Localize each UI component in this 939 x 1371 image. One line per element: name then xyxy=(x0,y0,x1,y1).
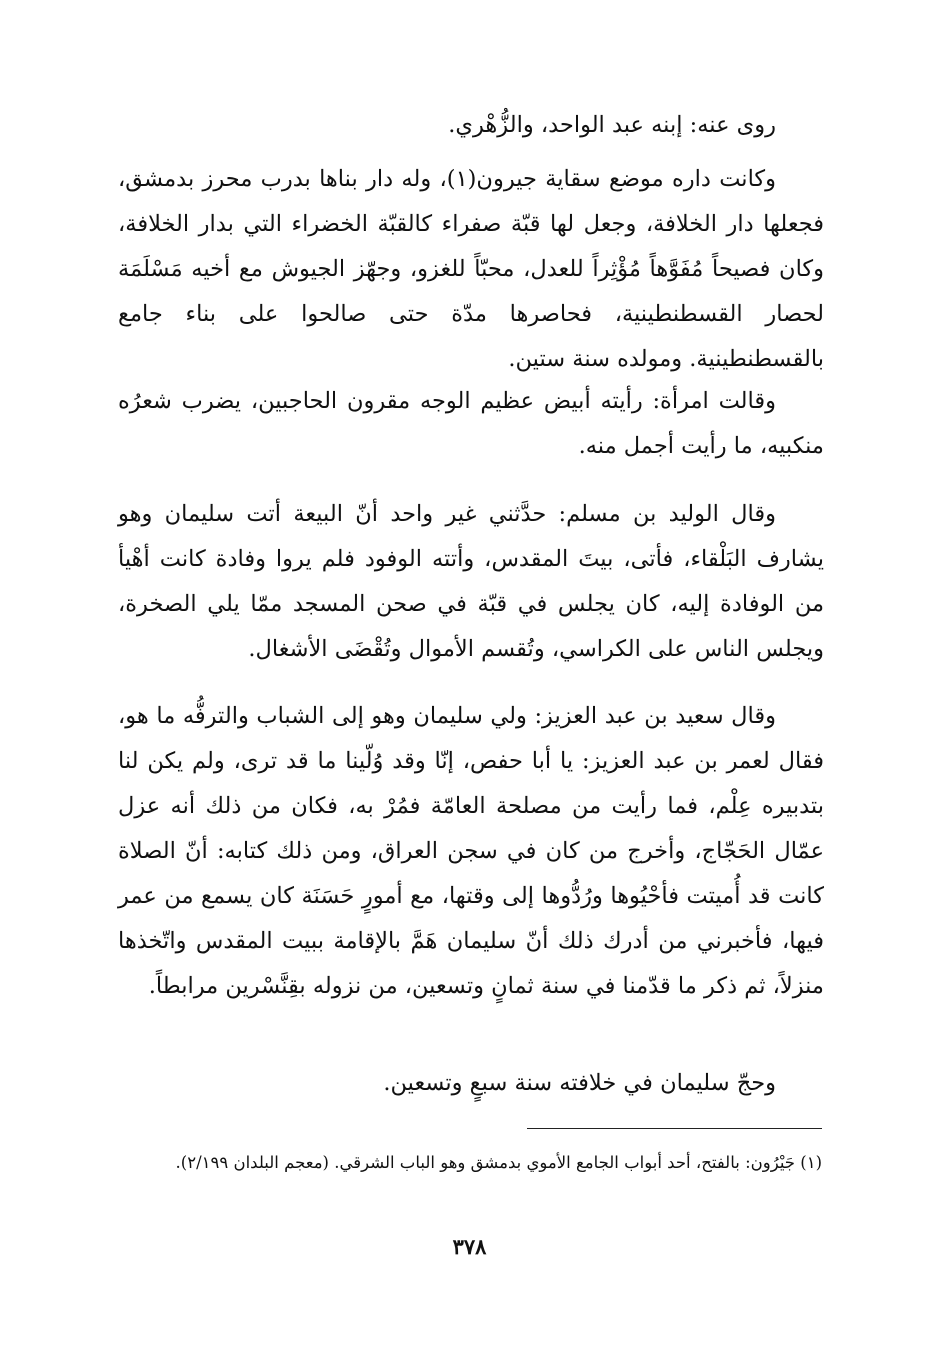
paragraph-said-ibn-abd-al-aziz xyxy=(118,694,824,1009)
paragraph-text: وقالت امرأة: رأيته أبيض عظيم الوجه مقرون الحاجبين، يضرب شعرُه منكبيه، ما رأيت أجمل منه. xyxy=(118,388,824,459)
paragraph-text: روى عنه: إبنه عبد الواحد، والزُّهْري. xyxy=(448,112,776,138)
paragraph-text: وقال الوليد بن مسلم: حدَّثني غير واحد أنّ البيعة أتت سليمان وهو يشارف البَلْقاء، فأتى، بيتَ المقدس، وأتته الوفود فلم يروا وفادة كانت أهْيأ من الوفادة إليه، كان يجلس في قبّة في صحن المسجد ممّا يلي الصخرة، ويجلس الناس على الكراسي، وتُقسم الأموال وتُقْضَى الأشغال. xyxy=(118,501,824,662)
footnote-divider xyxy=(527,1128,822,1129)
paragraph-text: وحجّ سليمان في خلافته سنة سبعٍ وتسعين. xyxy=(383,1070,776,1096)
page-number: ٣٧٨ xyxy=(452,1234,487,1259)
paragraph-text: وقال سعيد بن عبد العزيز: ولي سليمان وهو إلى الشباب والترفُّه ما هو، فقال لعمر بن عبد العزيز: يا أبا حفص، إنّا وقد وُلّينا ما قد ترى، ولم يكن لنا بتدبيره عِلْم، فما رأيت من مصلحة العامّة فمُرْ به، فكان من ذلك أنه عزل عمّال الحَجّاج، وأخرج من كان في سجن العراق، ومن ذلك كتابه: أنّ الصلاة كانت قد أُميتت فأحْيُوها ورُدُّوها إلى وقتها، مع أمورٍ حَسَنَة كان يسمع من عمر فيها، فأخبرني من أدرك ذلك أنّ سليمان هَمَّ بالإقامة ببيت المقدس واتّخذها منزلاً، ثم ذكر ما قدّمنا في سنة ثمانٍ وتسعين، من نزوله بقِنَّسْرين مرابطاً. xyxy=(118,703,824,999)
footnote-text: (١) جَيْرُون: بالفتح، أحد أبواب الجامع الأموي بدمشق وهو الباب الشرقي. (معجم البلدان ٢/١٩٩). xyxy=(175,1153,822,1172)
paragraph-walid-ibn-muslim xyxy=(118,492,824,672)
paragraph-hajj xyxy=(118,1061,824,1106)
paragraph-house-and-caliphate xyxy=(118,157,824,382)
paragraph-woman-description xyxy=(118,379,824,469)
paragraph-text: وكانت داره موضع سقاية جيرون(١)، وله دار بناها بدرب محرز بدمشق، فجعلها دار الخلافة، وجعل لها قبّة صفراء كالقبّة الخضراء التي بدار الخلافة، وكان فصيحاً مُفَوَّهاً مُؤْثِراً للعدل، محبّاً للغزو، وجهّز الجيوش مع أخيه مَسْلَمَة لحصار القسطنطينية، فحاصرها مدّة حتى صالحوا على بناء جامع بالقسطنطينية. ومولده سنة ستين. xyxy=(118,166,824,372)
footnote xyxy=(122,1148,822,1177)
paragraph-narrators xyxy=(118,103,824,148)
